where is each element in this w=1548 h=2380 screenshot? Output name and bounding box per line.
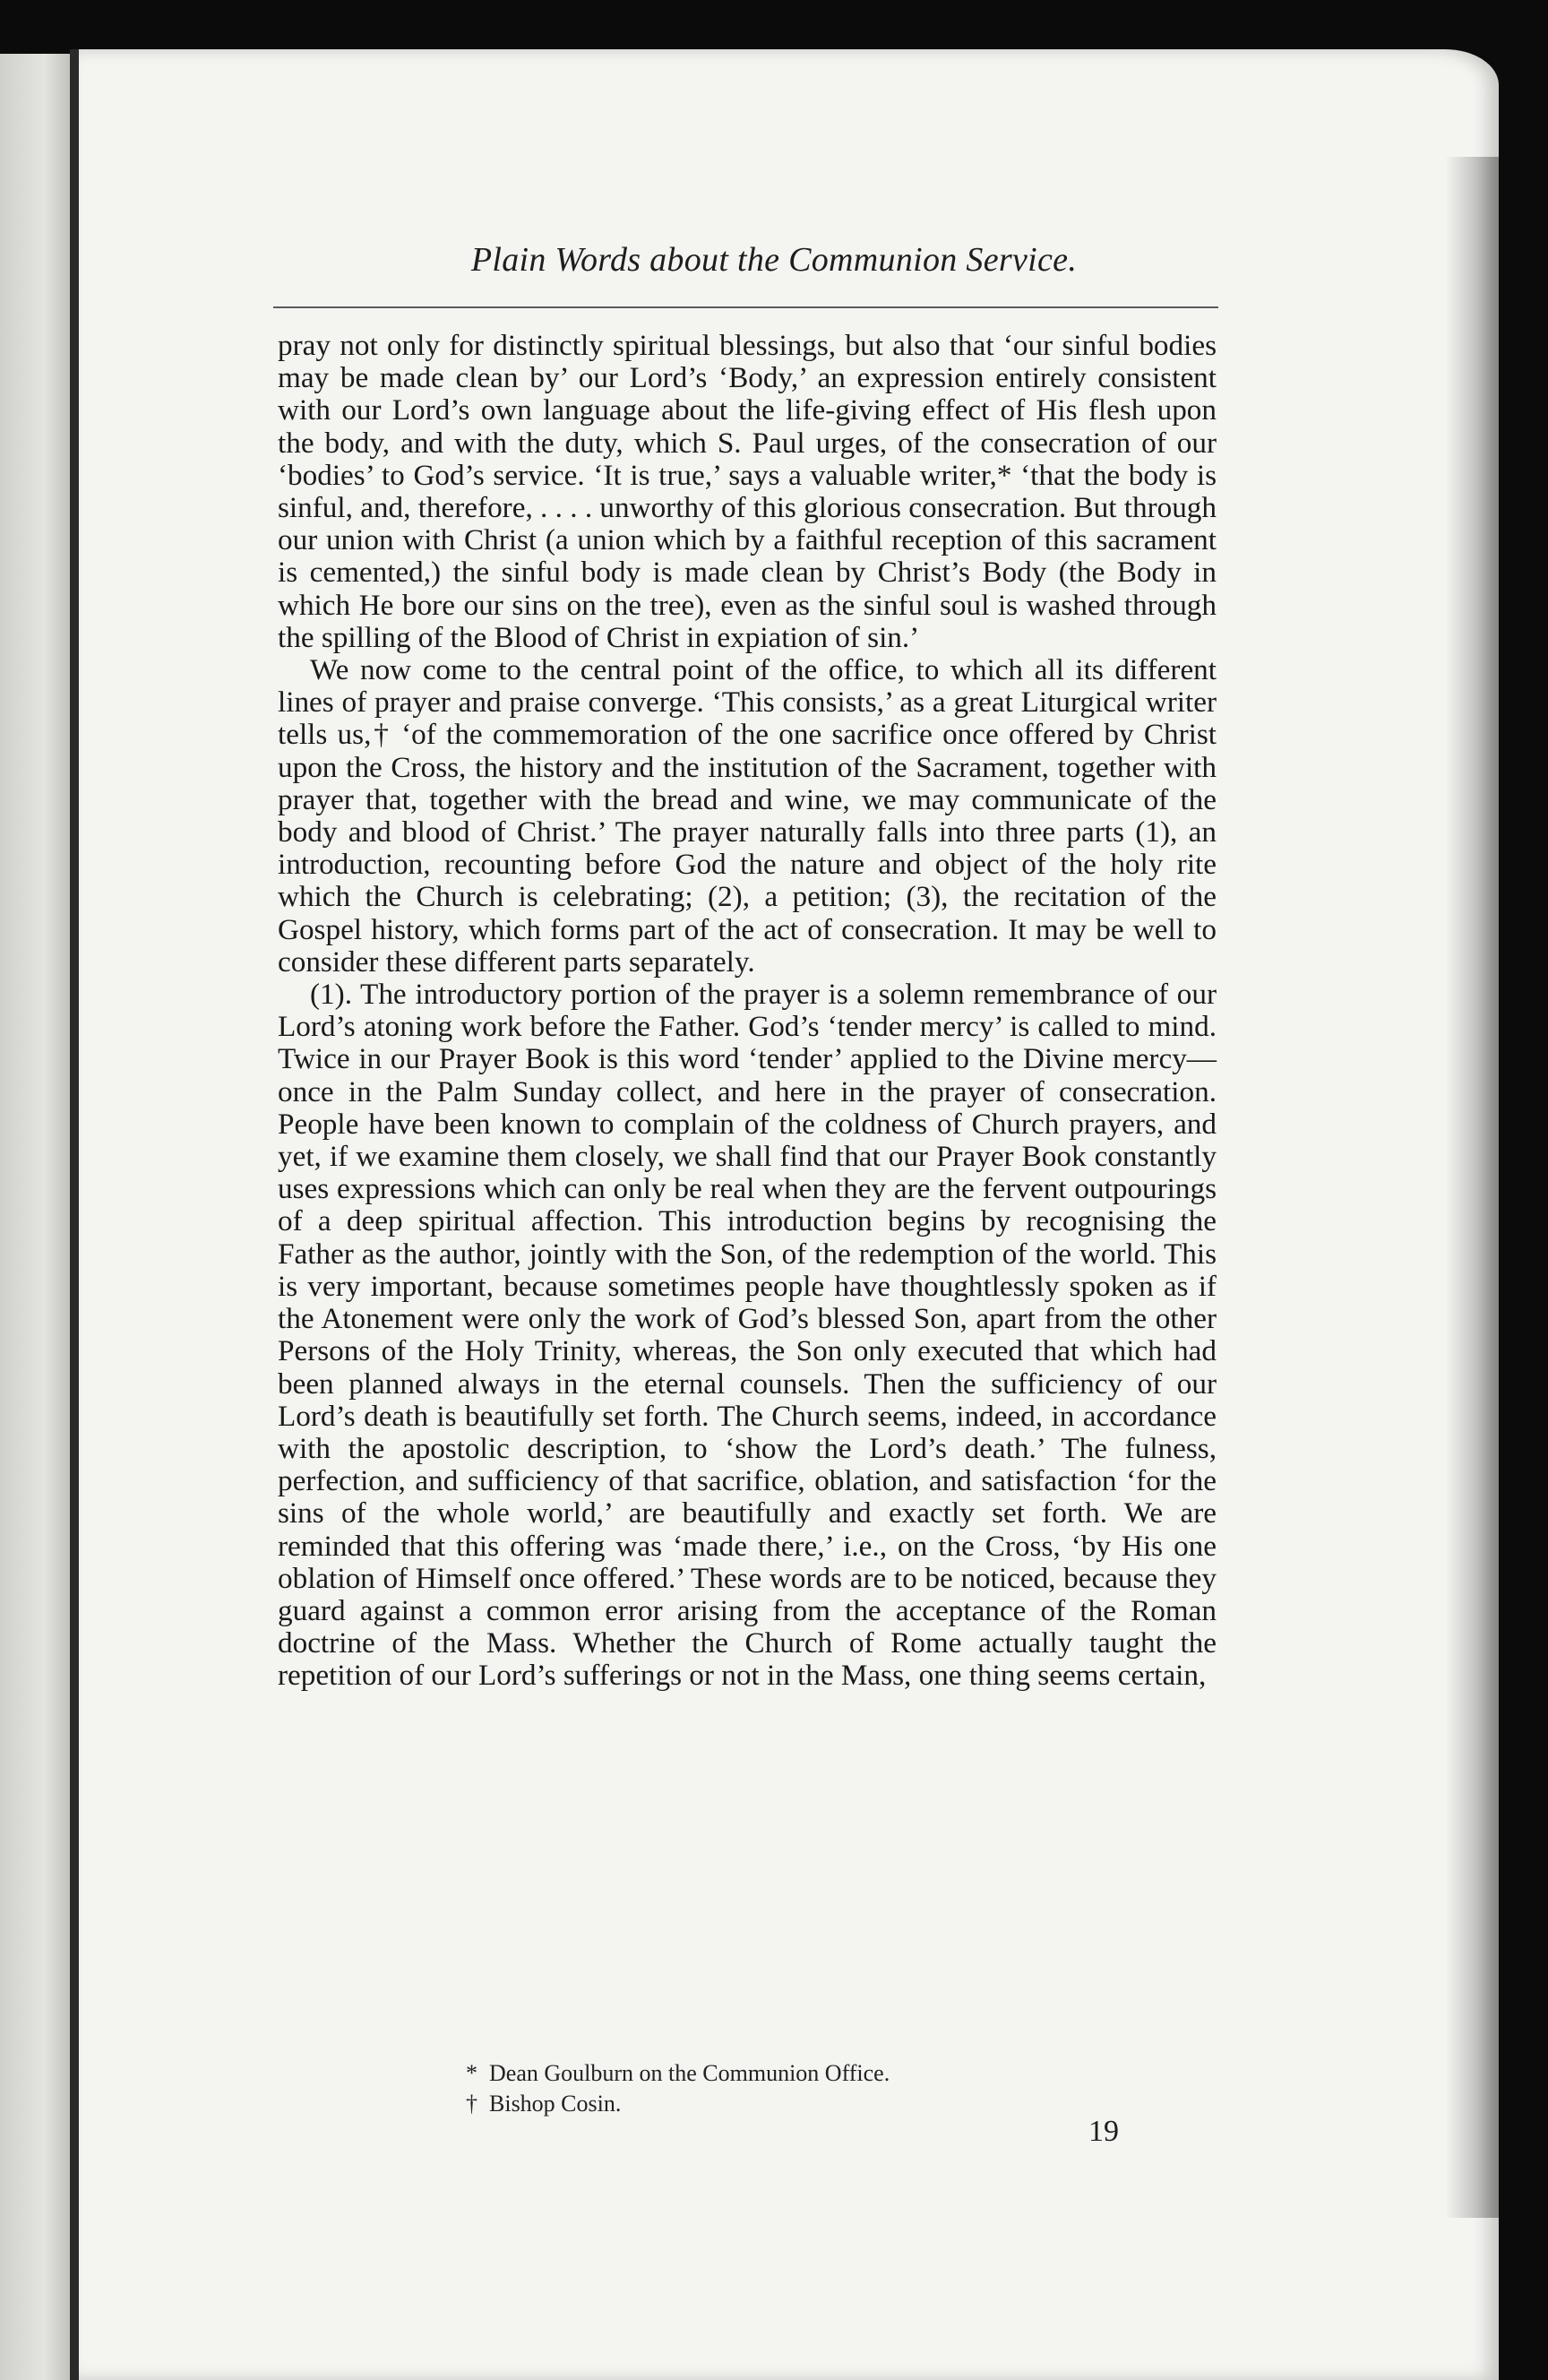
book-gutter bbox=[70, 49, 79, 2380]
header-rule bbox=[273, 306, 1218, 308]
paragraph: We now come to the central point of the office, to which all its different lines of prayer and praise converge. ‘This consists,’ as a great Liturgical writer tells us,† ‘of the commemoration of the one sacrifice once offered by Christ upon the Cross, the history and the institution of the Sacrament, together with prayer that, together with the bread and wine, we may communicate of the body and blood of Christ.’ The prayer naturally falls into three parts (1), an introduction, recounting before God the nature and object of the holy rite which the Church is celebrating; (2), a petition; (3), the recitation of the Gospel history, which forms part of the act of consecration. It may be well to consider these different parts separately. bbox=[278, 653, 1217, 979]
page-shadow bbox=[1445, 157, 1499, 2218]
footnote-mark: * bbox=[466, 2060, 477, 2086]
footnote bbox=[466, 2058, 1093, 2089]
footnotes bbox=[466, 2058, 1093, 2119]
footnote bbox=[466, 2089, 1093, 2119]
facing-page-edge bbox=[0, 54, 73, 2380]
footnote-text: Dean Goulburn on the Communion Office. bbox=[489, 2060, 890, 2086]
footnote-text: Bishop Cosin. bbox=[489, 2091, 622, 2117]
footnote-mark: † bbox=[466, 2091, 477, 2117]
running-head: Plain Words about the Communion Service. bbox=[470, 241, 1078, 279]
paragraph: pray not only for distinctly spiritual blessings, but also that ‘our sinful bodies may be made clean by’ our Lord’s ‘Body,’ an expression entirely consistent with our Lord’s own language about the life-giving effect of His flesh upon the body, and with the duty, which S. Paul urges, of the consecration of our ‘bodies’ to God’s service. ‘It is true,’ says a valuable writer,* ‘that the body is sinful, and, therefore, . . . . unworthy of this glorious consecration. But through our union with Christ (a union which by a faithful reception of this sacrament is cemented,) the sinful body is made clean by Christ’s Body (the Body in which He bore our sins on the tree), even as the sinful soul is washed through the spilling of the Blood of Christ in expiation of sin.’ bbox=[278, 329, 1217, 654]
page-number: 19 bbox=[1088, 2115, 1119, 2148]
paragraph: (1). The introductory portion of the prayer is a solemn remembrance of our Lord’s atoning work before the Father. God’s ‘tender mercy’ is called to mind. Twice in our Prayer Book is this word ‘tender’ applied to the Divine mercy—once in the Palm Sunday collect, and here in the prayer of consecration. People have been known to complain of the coldness of Church prayers, and yet, if we examine them closely, we shall find that our Prayer Book constantly uses expressions which can only be real when they are the fervent outpourings of a deep spiritual affection. This introduction begins by recognising the Father as the author, jointly with the Son, of the redemption of the world. This is very important, because sometimes people have thoughtlessly spoken as if the Atonement were only the work of God’s blessed Son, apart from the other Persons of the Holy Trinity, whereas, the Son only executed that which had been planned always in the eternal counsels. Then the sufficiency of our Lord’s death is beautifully set forth. The Church seems, indeed, in accordance with the apostolic description, to ‘show the Lord’s death.’ The fulness, perfection, and sufficiency of that sacrifice, oblation, and satisfaction ‘for the sins of the whole world,’ are beautifully and exactly set forth. We are reminded that this offering was ‘made there,’ i.e., on the Cross, ‘by His one oblation of Himself once offered.’ These words are to be noticed, because they guard against a common error arising from the acceptance of the Roman doctrine of the Mass. Whether the Church of Rome actually taught the repetition of our Lord’s sufferings or not in the Mass, one thing seems certain, bbox=[278, 978, 1217, 1693]
body-text bbox=[278, 330, 1217, 1693]
